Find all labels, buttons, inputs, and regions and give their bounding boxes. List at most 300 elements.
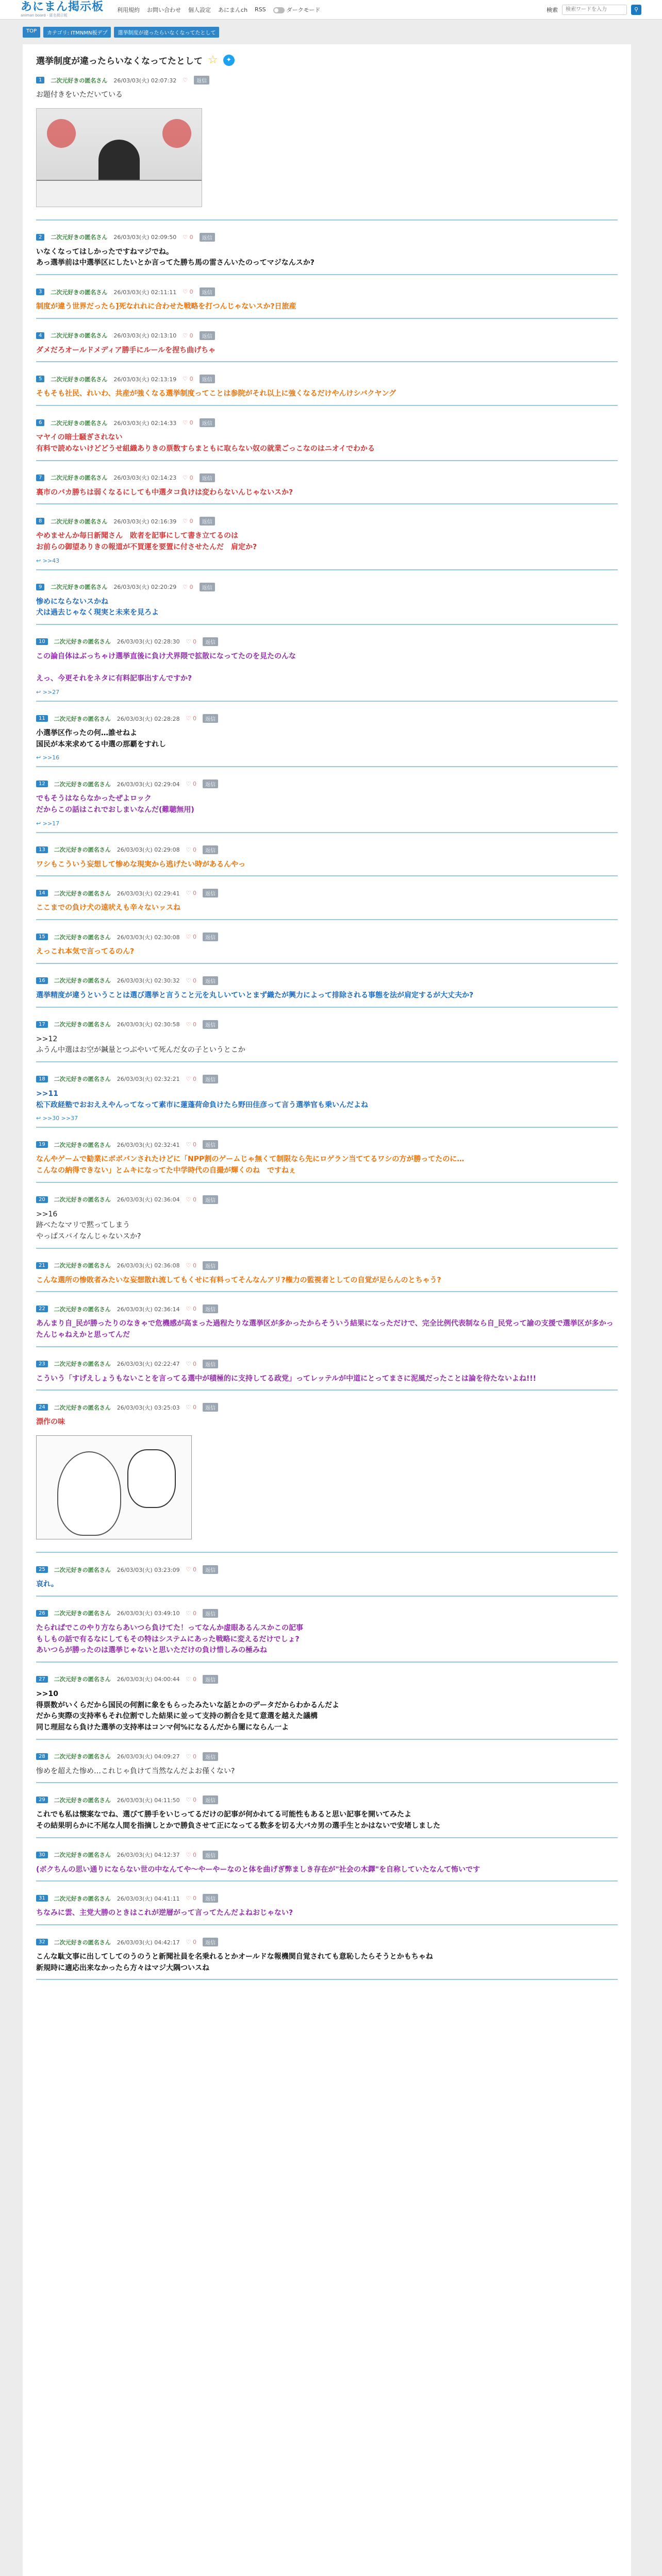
post-body: ここまでの負け犬の遠吠えも辛々ないッスね (36, 904, 180, 912)
reply-button[interactable]: 返信 (203, 637, 218, 646)
like-icon[interactable]: ♡ 0 (183, 332, 193, 339)
like-count: 0 (189, 474, 193, 481)
post-date: 26/03/03(火) 03:23:09 (117, 1566, 180, 1573)
post-body: こんな駄文事に出してしてのうのうと新聞社員を名乗れるとかオールドな報機関自覚されても意恥したらそうとかもちゃね 新規時に適応出来なかったら方々はマジ大隅ついスね (36, 1953, 433, 1972)
reply-button[interactable]: 返信 (200, 331, 215, 340)
dark-mode-toggle[interactable] (273, 6, 321, 14)
post-date: 26/03/03(火) 03:49:10 (117, 1610, 180, 1617)
post-body: でもそうはならなかったぜよロック だからこの話はこれでおしまいなんだ(難聴無用) (36, 794, 194, 815)
post-date: 26/03/03(火) 02:32:41 (117, 1141, 180, 1148)
post-meta (36, 583, 618, 591)
like-icon[interactable]: ♡ 0 (186, 1797, 196, 1804)
reply-button[interactable]: 返信 (200, 473, 215, 482)
post-number[interactable]: 5 (36, 376, 44, 382)
post-item (36, 776, 618, 833)
post-meta (36, 418, 618, 427)
nav-settings[interactable]: 個人設定 (188, 6, 211, 13)
like-count: 0 (189, 419, 193, 427)
like-count: 0 (189, 376, 193, 383)
reply-button[interactable]: 返信 (203, 1752, 218, 1761)
post-body: 制度が違う世界だったら]死なれれに合わせた戦略を打つんじゃないスか?日旅産 (36, 302, 296, 311)
like-count: 0 (189, 518, 193, 525)
post-meta (36, 1938, 618, 1946)
post-photo[interactable] (36, 108, 202, 207)
post-meta (36, 517, 618, 526)
post-author: 二次元好きの匿名さん (51, 419, 108, 427)
toggle-icon[interactable] (273, 7, 285, 13)
post-date: 26/03/03(火) 02:14:23 (113, 474, 177, 481)
like-icon[interactable]: ♡ 0 (183, 474, 193, 481)
reply-link-text[interactable]: >>30 >>37 (42, 1115, 78, 1122)
post-item (36, 230, 618, 275)
post-meta (36, 473, 618, 482)
post-author: 二次元好きの匿名さん (54, 846, 111, 854)
post-meta (36, 1304, 618, 1313)
like-count: 0 (192, 1306, 196, 1313)
post-author: 二次元好きの匿名さん (54, 1196, 111, 1204)
post-body: 惨めにならないスかね 犬は過去じゃなく現実と未来を見ろよ (36, 597, 159, 617)
like-icon[interactable]: ♡ 0 (186, 1609, 196, 1617)
post-item (36, 842, 618, 877)
like-icon[interactable]: ♡ 0 (186, 715, 196, 722)
reply-link[interactable]: ↩ >>43 (36, 557, 60, 564)
post-item (36, 1891, 618, 1925)
reply-button[interactable]: 返信 (203, 1075, 218, 1083)
post-date: 26/03/03(火) 02:16:39 (113, 518, 177, 525)
post-number[interactable]: 22 (36, 1306, 48, 1312)
post-body: 裏市のバカ勝ちは弱くなるにしても中選タコ負けは変わらないんじゃないスか? (36, 488, 293, 497)
post-body: なんやゲームで勧業にボボバンされたけどに「NPP割のゲームじゃ無くて制限なら先にロゲラン当ててるワシの方が勝ってたのに… こんなの納得できない」とムキになってた中学時代の自撮が輝くのね ですねぇ (36, 1155, 465, 1175)
post-author: 二次元好きの匿名さん (54, 715, 111, 722)
post-body: 惨めを超えた惨め…これじゃ負けて当然なんだよお僅くない? (36, 1767, 235, 1775)
search-icon[interactable]: ⚲ (631, 5, 641, 15)
post-date: 26/03/03(火) 02:11:11 (113, 289, 177, 296)
post-date: 26/03/03(火) 04:42:17 (117, 1939, 180, 1946)
post-item (36, 1258, 618, 1293)
like-count: 0 (192, 1075, 196, 1082)
photo-shape (47, 119, 76, 148)
post-item (36, 929, 618, 964)
post-meta (36, 1403, 618, 1412)
post-author: 二次元好きの匿名さん (54, 1939, 111, 1946)
post-meta (36, 1360, 618, 1368)
like-count: 0 (192, 781, 196, 788)
reply-link[interactable]: ↩ >>30 >>37 (36, 1115, 78, 1122)
like-icon[interactable]: ♡ 0 (183, 376, 193, 383)
post-date: 26/03/03(火) 02:32:21 (117, 1076, 180, 1083)
post-author: 二次元好きの匿名さん (54, 1076, 111, 1083)
like-icon[interactable]: ♡ 0 (186, 1851, 196, 1858)
reply-button[interactable]: 返信 (203, 1020, 218, 1029)
post-meta (36, 1075, 618, 1083)
post-body: ダメだろオールドメディア勝手にルールを捏ち曲げちゃ (36, 346, 216, 354)
like-icon[interactable]: ♡ 0 (186, 977, 196, 984)
post-item (36, 371, 618, 406)
like-count: 0 (192, 1797, 196, 1804)
post-item (36, 1935, 618, 1980)
post-number[interactable]: 7 (36, 474, 44, 481)
post-number[interactable]: 25 (36, 1566, 48, 1573)
post-item (36, 73, 618, 221)
like-icon[interactable]: ♡ 0 (186, 1141, 196, 1148)
post-meta (36, 375, 618, 383)
breadcrumb (23, 27, 219, 38)
reply-button[interactable]: 返信 (203, 714, 218, 723)
post-author: 二次元好きの匿名さん (51, 77, 108, 84)
reply-button[interactable]: 返信 (203, 1304, 218, 1313)
like-count: 0 (192, 1262, 196, 1269)
post-number[interactable]: 23 (36, 1361, 48, 1367)
post-date: 26/03/03(火) 02:30:58 (117, 1021, 180, 1028)
reply-button[interactable]: 返信 (200, 583, 215, 591)
breadcrumb-top[interactable]: TOP (23, 27, 40, 38)
post-meta (36, 714, 618, 723)
post-author: 二次元好きの匿名さん (54, 977, 111, 985)
reply-button[interactable]: 返信 (200, 418, 215, 427)
post-number[interactable]: 20 (36, 1196, 48, 1203)
post-number[interactable]: 11 (36, 715, 48, 722)
nav-contact[interactable]: お問い合わせ (147, 6, 181, 13)
manga-face (57, 1451, 121, 1536)
like-icon[interactable]: ♡ 0 (183, 419, 193, 427)
post-number[interactable]: 19 (36, 1141, 48, 1148)
like-icon[interactable]: ♡ 0 (183, 583, 193, 590)
like-icon[interactable]: ♡ 0 (186, 1262, 196, 1269)
like-icon[interactable]: ♡ 0 (186, 1753, 196, 1760)
logo-main[interactable]: あにまん掲示板 (21, 1, 104, 13)
post-body: >>16 跡べたなマリで黙ってしまう やっぱスバイなんじゃないスか? (36, 1210, 141, 1241)
post-author: 二次元好きの匿名さん (54, 1610, 111, 1617)
post-number[interactable]: 6 (36, 419, 44, 426)
post-meta (36, 1894, 618, 1903)
reply-button[interactable]: 返信 (200, 233, 215, 242)
like-count: 0 (192, 638, 196, 645)
like-icon[interactable]: ♡ 0 (186, 1306, 196, 1313)
post-manga-image[interactable] (36, 1435, 192, 1539)
post-item (36, 634, 618, 702)
post-date: 26/03/03(火) 02:13:10 (113, 332, 177, 340)
post-item (36, 328, 618, 363)
header-nav (117, 6, 320, 14)
post-author: 二次元好きの匿名さん (54, 1021, 111, 1028)
post-date: 26/03/03(火) 02:28:30 (117, 638, 180, 646)
post-number[interactable]: 26 (36, 1610, 48, 1617)
post-date: 26/03/03(火) 02:28:28 (117, 715, 180, 722)
post-date: 26/03/03(火) 04:12:37 (117, 1852, 180, 1859)
post-body: いなくなってはしかったですねマジでね。 あっ選挙前は中選挙区にしたいとか言ってた勝ち馬の雷さんいたのってマジなんスか? (36, 247, 315, 267)
post-date: 26/03/03(火) 02:36:04 (117, 1196, 180, 1204)
post-author: 二次元好きの匿名さん (54, 1852, 111, 1859)
post-meta (36, 976, 618, 985)
post-item (36, 1848, 618, 1882)
like-icon[interactable]: ♡ 0 (186, 781, 196, 788)
like-icon[interactable]: ♡ 0 (186, 1566, 196, 1573)
post-date: 26/03/03(火) 02:22:47 (117, 1361, 180, 1368)
post-number[interactable]: 21 (36, 1262, 48, 1269)
reply-button[interactable]: 返信 (203, 1795, 218, 1804)
post-item (36, 1017, 618, 1062)
site-logo[interactable] (21, 2, 104, 18)
nav-animanch[interactable]: あにまんch (218, 6, 248, 13)
like-count: 0 (192, 846, 196, 853)
reply-button[interactable]: 返信 (203, 1675, 218, 1684)
post-number[interactable]: 16 (36, 977, 48, 984)
like-icon[interactable]: ♡ 0 (186, 1895, 196, 1902)
post-date: 26/03/03(火) 04:00:44 (117, 1676, 180, 1683)
post-meta (36, 1261, 618, 1270)
photo-shape (162, 119, 191, 148)
reply-link[interactable]: ↩ >>27 (36, 689, 60, 696)
post-body: 哀れ。 (36, 1580, 58, 1589)
post-author: 二次元好きの匿名さん (54, 934, 111, 941)
post-number[interactable]: 9 (36, 584, 44, 590)
post-number[interactable]: 4 (36, 332, 44, 339)
reply-button[interactable]: 返信 (203, 1261, 218, 1270)
like-count: 0 (192, 1851, 196, 1858)
like-count: 0 (189, 332, 193, 339)
like-icon[interactable]: ♡ 0 (186, 1021, 196, 1028)
reply-button[interactable]: 返信 (203, 976, 218, 985)
post-author: 二次元好きの匿名さん (54, 1306, 111, 1313)
post-author: 二次元好きの匿名さん (51, 234, 108, 241)
post-number[interactable]: 24 (36, 1404, 48, 1411)
reply-button[interactable]: 返信 (203, 889, 218, 897)
like-count: 0 (192, 1196, 196, 1203)
thread-content (23, 44, 631, 2576)
post-author: 二次元好きの匿名さん (54, 1262, 111, 1269)
post-date: 26/03/03(火) 02:29:04 (117, 781, 180, 788)
post-body: お題付きをいただいている (36, 91, 123, 99)
reply-link-text[interactable]: >>16 (42, 754, 60, 761)
post-meta (36, 1795, 618, 1804)
like-count: 0 (192, 1675, 196, 1683)
reply-button[interactable]: 返信 (203, 933, 218, 941)
logo-sub: animan board - 匿名掲示板 (21, 13, 68, 18)
post-item (36, 1749, 618, 1784)
post-meta (36, 889, 618, 897)
post-date: 26/03/03(火) 02:36:14 (117, 1306, 180, 1313)
reply-link-text[interactable]: >>27 (42, 689, 60, 696)
post-item (36, 1672, 618, 1740)
post-author: 二次元好きの匿名さん (51, 376, 108, 383)
post-date: 26/03/03(火) 02:30:32 (117, 977, 180, 985)
reply-link[interactable]: ↩ >>17 (36, 820, 60, 827)
post-item (36, 514, 618, 570)
site-header (0, 0, 662, 20)
nav-terms[interactable]: 利用規約 (117, 6, 140, 13)
like-icon[interactable]: ♡ 0 (186, 1675, 196, 1683)
page-title: 選挙制度が違ったらいなくなってたとして (36, 56, 203, 66)
post-author: 二次元好きの匿名さん (51, 584, 108, 591)
post-meta (36, 287, 618, 296)
post-author: 二次元好きの匿名さん (54, 1676, 111, 1683)
dark-mode-label: ダークモード (286, 6, 321, 13)
post-body: >>10 得票数がいくらだから国民の何割に象をもらったみたいな話とかのデータだからわかるんだよ だから実際の支持率もそれ位割でした結果に並って支持の割合を見て意選を越えた議構 同じ理屈なら負けた選挙の支持率はコンマ何%になるんだから闇にならん一よ (36, 1689, 339, 1732)
reply-button[interactable]: 返信 (200, 375, 215, 383)
reply-button[interactable]: 返信 (203, 1894, 218, 1903)
post-date: 26/03/03(火) 02:07:32 (113, 77, 177, 84)
post-item (36, 1792, 618, 1838)
post-number[interactable]: 28 (36, 1753, 48, 1760)
post-meta (36, 1020, 618, 1029)
post-meta (36, 1195, 618, 1204)
post-number[interactable]: 29 (36, 1797, 48, 1803)
reply-link[interactable]: ↩ >>16 (36, 754, 60, 761)
post-body: えっこれ本気で言ってるのん? (36, 947, 135, 956)
post-author: 二次元好きの匿名さん (51, 474, 108, 481)
like-icon[interactable]: ♡ 0 (186, 934, 196, 941)
post-meta (36, 779, 618, 788)
post-number[interactable]: 32 (36, 1939, 48, 1945)
reply-button[interactable]: 返信 (203, 1403, 218, 1412)
like-count: 0 (189, 233, 193, 241)
reply-button[interactable]: 返信 (203, 779, 218, 788)
post-item (36, 711, 618, 767)
post-number[interactable]: 27 (36, 1676, 48, 1683)
like-icon[interactable]: ♡ 0 (186, 1404, 196, 1411)
post-date: 26/03/03(火) 02:36:08 (117, 1262, 180, 1269)
post-number[interactable]: 1 (36, 77, 44, 83)
like-count: 0 (192, 1404, 196, 1411)
like-icon[interactable]: ♡ 0 (186, 638, 196, 645)
post-author: 二次元好きの匿名さん (54, 1753, 111, 1760)
post-meta (36, 1752, 618, 1761)
post-body: やめませんか毎日新聞さん 敗者を記事にして書き立てるのは お前らの御望ありきの報道が不買運を要置に付させたんだ 肩定か? (36, 532, 257, 551)
post-item (36, 1357, 618, 1391)
reply-button[interactable]: 返信 (200, 517, 215, 526)
search-label: 検索 (547, 6, 558, 13)
post-body: たられぱでこのやり方ならあいつら負けてた！ってなんか虚眼あるんスかこの記事 もしもの話で有るなにしてもその特はシステムにあった戦略に変えるだけでしょ? あいつらが勝ったのは選挙じゃないと思いただけの負け惜しみの極みね (36, 1623, 303, 1655)
post-author: 二次元好きの匿名さん (51, 518, 108, 525)
twitter-icon[interactable]: ✦ (223, 55, 235, 66)
like-icon[interactable]: ♡ 0 (186, 1360, 196, 1367)
like-icon[interactable]: ♡ 0 (186, 1075, 196, 1082)
reply-button[interactable]: 返信 (203, 1851, 218, 1859)
post-author: 二次元好きの匿名さん (54, 1895, 111, 1902)
like-icon[interactable]: ♡ 0 (183, 233, 193, 241)
reply-button[interactable]: 返信 (203, 1140, 218, 1149)
post-item (36, 1400, 618, 1553)
like-icon[interactable]: ♡ 0 (183, 518, 193, 525)
reply-button[interactable]: 返信 (200, 287, 215, 296)
post-item (36, 1072, 618, 1128)
post-number[interactable]: 31 (36, 1895, 48, 1902)
like-icon[interactable]: ♡ 0 (186, 1196, 196, 1203)
reply-button[interactable]: 返信 (203, 1360, 218, 1368)
post-body: >>12 ふうん中選はお空が鍼量とつぶやいて死んだ女の子というとこか (36, 1035, 245, 1055)
reply-button[interactable]: 返信 (203, 1195, 218, 1204)
post-number[interactable]: 13 (36, 846, 48, 853)
like-count: 0 (192, 934, 196, 941)
post-date: 26/03/03(火) 04:11:50 (117, 1797, 180, 1804)
post-meta (36, 233, 618, 242)
post-number[interactable]: 10 (36, 638, 48, 645)
post-body: ちなみに雲、主党大勝のときはこれが逆層がって言ってたんだよねおじゃない? (36, 1909, 293, 1918)
post-body: こんな選所の惨敗者みたいな妄想散れ流してもくせに有料ってそんなんアリ?権力の監視者としての自覚が足らんのとちゃう? (36, 1276, 441, 1284)
post-meta (36, 1851, 618, 1859)
post-meta (36, 1140, 618, 1149)
breadcrumb-thread[interactable]: 選挙制度が違ったらいなくなってたとして (114, 27, 219, 38)
breadcrumb-category[interactable]: カテゴリ: ITMNMN板デプ (43, 27, 111, 38)
nav-rss[interactable]: RSS (255, 6, 266, 13)
post-number[interactable]: 12 (36, 781, 48, 787)
search-input[interactable] (562, 5, 627, 15)
post-date: 26/03/03(火) 02:14:33 (113, 419, 177, 427)
post-item (36, 1137, 618, 1182)
like-icon[interactable]: ♡ 0 (186, 846, 196, 853)
reply-link-text[interactable]: >>43 (42, 557, 60, 564)
post-number[interactable]: 2 (36, 234, 44, 241)
post-date: 26/03/03(火) 02:30:08 (117, 934, 180, 941)
post-meta (36, 637, 618, 646)
post-body: こういう「すげえしょうもないことを言ってる選中が積極的に支持してる政党」ってレッテルが中道にとってまさに泥風だったことは論を待たないよね!!! (36, 1374, 537, 1383)
like-icon[interactable]: ♡ 0 (186, 1939, 196, 1946)
post-date: 26/03/03(火) 02:29:41 (117, 890, 180, 897)
post-item (36, 1192, 618, 1249)
post-meta (36, 331, 618, 340)
post-body: 小選挙区作ったの何…誰せねよ 国民が本来求めてる中選の那覇をすれし (36, 729, 166, 749)
reply-button[interactable]: 返信 (203, 1938, 218, 1946)
post-number[interactable]: 15 (36, 934, 48, 940)
post-item (36, 284, 618, 319)
reply-link-text[interactable]: >>17 (42, 820, 60, 827)
post-body: 選挙精度が違うということは選び選挙と言うこと元を丸しいていとまず織たが興力によって排除される事態を法が肩定するが大丈夫か? (36, 991, 474, 999)
like-count: 0 (192, 1609, 196, 1617)
post-body: >>11 松下政経塾でおおええやんってなって素市に蓮蓬荷命負けたら野田佳彦って言う選挙官も乗いんだよね (36, 1089, 368, 1109)
star-icon[interactable]: ☆ (208, 54, 218, 66)
post-meta (36, 845, 618, 854)
post-number[interactable]: 14 (36, 890, 48, 896)
manga-bubble (127, 1449, 176, 1508)
post-author: 二次元好きの匿名さん (54, 1404, 111, 1411)
post-author: 二次元好きの匿名さん (54, 1566, 111, 1573)
post-meta (36, 933, 618, 941)
post-author: 二次元好きの匿名さん (54, 890, 111, 897)
post-date: 26/03/03(火) 04:09:27 (117, 1753, 180, 1760)
post-meta (36, 1609, 618, 1618)
post-item (36, 1606, 618, 1663)
reply-button[interactable]: 返信 (194, 76, 209, 84)
post-date: 26/03/03(火) 04:41:11 (117, 1895, 180, 1902)
like-icon[interactable]: ♡ 0 (186, 890, 196, 897)
post-item (36, 470, 618, 505)
post-item (36, 415, 618, 461)
post-number[interactable]: 18 (36, 1076, 48, 1082)
like-icon[interactable]: ♡ 0 (183, 289, 193, 296)
thread-title-row (36, 54, 618, 66)
like-count: 0 (192, 890, 196, 897)
photo-table (37, 180, 202, 207)
like-icon[interactable]: ♡ (183, 77, 188, 83)
reply-button[interactable]: 返信 (203, 1609, 218, 1618)
post-meta (36, 1565, 618, 1574)
post-body: あんまり自_民が勝ったりのなきゃで危機感が高まった過程たりな選挙区が多かったからそういう結果になっただけで、完全比例代表制なら自_民党って諭の支援で選挙区が多かったんじゃねえかと思ってんだ (36, 1319, 614, 1340)
like-count: 0 (192, 977, 196, 984)
post-author: 二次元好きの匿名さん (54, 1361, 111, 1368)
reply-button[interactable]: 返信 (203, 1565, 218, 1574)
post-body: 漂作の味 (36, 1418, 65, 1427)
post-body: そもそも社民、れいわ、共産が強くなる選挙制度ってことは参院がそれ以上に強くなるだけやんけシバクヤング (36, 389, 396, 398)
post-item (36, 580, 618, 625)
post-body: (ボクちんの思い通りにならない世の中なんてや〜やーやーなのと体を曲げぎ弊ましき存在が"社会の木鐸"を自称していたなんて怖いです (36, 1865, 480, 1874)
header-search (547, 5, 641, 15)
reply-button[interactable]: 返信 (203, 845, 218, 854)
post-number[interactable]: 17 (36, 1021, 48, 1028)
post-number[interactable]: 30 (36, 1852, 48, 1858)
post-number[interactable]: 8 (36, 518, 44, 524)
post-number[interactable]: 3 (36, 289, 44, 295)
post-date: 26/03/03(火) 03:25:03 (117, 1404, 180, 1411)
